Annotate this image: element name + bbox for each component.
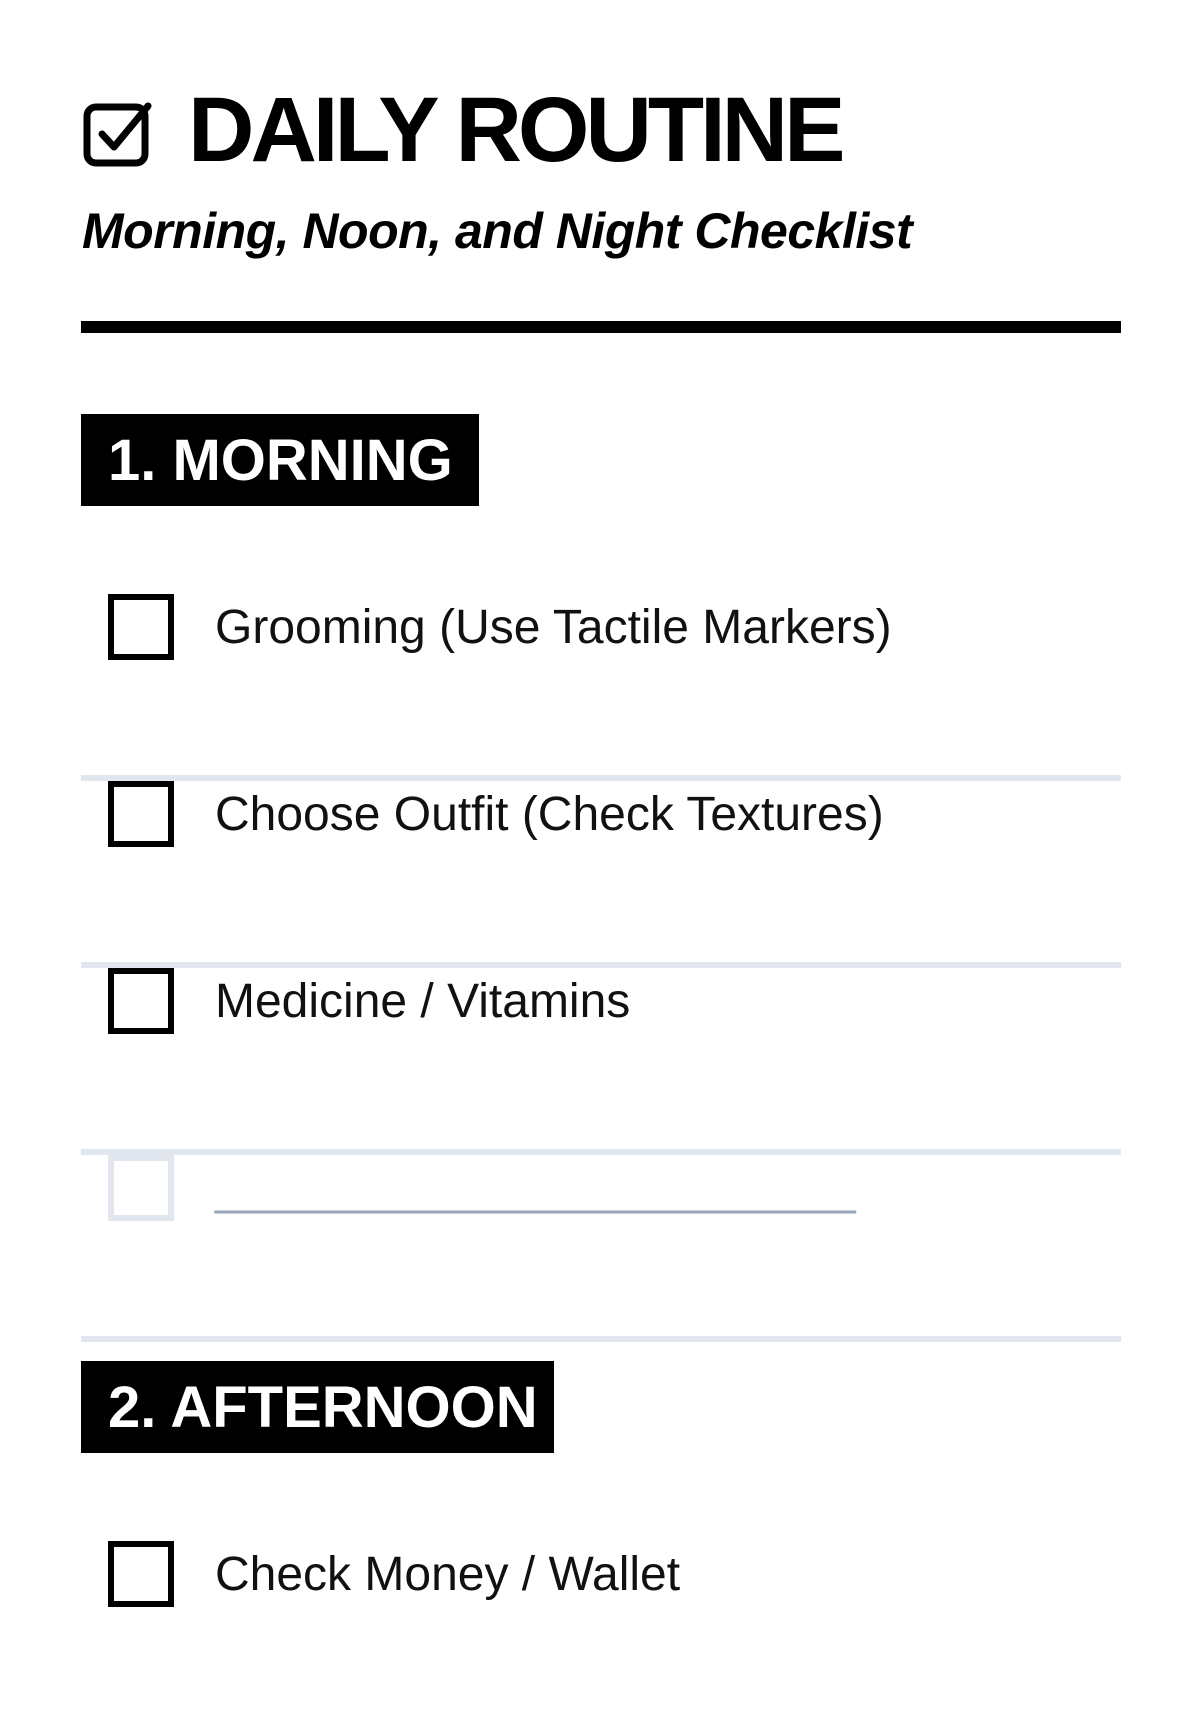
page-subtitle: Morning, Noon, and Night Checklist	[82, 203, 913, 259]
checklist-item[interactable]	[81, 781, 1121, 968]
title-row	[82, 79, 1122, 181]
page-title: DAILY ROUTINE	[188, 79, 842, 181]
checkbox-checked-icon	[82, 92, 158, 168]
section-heading-afternoon: 2. AFTERNOON	[81, 1361, 554, 1453]
checklist-item[interactable]	[81, 968, 1121, 1155]
checklist-item-label: Grooming (Use Tactile Markers)	[215, 600, 892, 654]
checkbox[interactable]	[108, 594, 174, 660]
header	[82, 79, 1122, 260]
checkbox[interactable]	[108, 781, 174, 847]
checkbox-empty[interactable]	[108, 1155, 174, 1221]
checklist-item[interactable]	[81, 1541, 1121, 1728]
checklist-item-blank[interactable]	[81, 1155, 1121, 1342]
checklist-item-label: Medicine / Vitamins	[215, 974, 631, 1028]
blank-write-in-line[interactable]: ________________________	[215, 1161, 856, 1215]
checkbox[interactable]	[108, 1541, 174, 1607]
row-divider	[81, 1336, 1121, 1342]
section-heading-morning: 1. MORNING	[81, 414, 479, 506]
checklist-item-label: Choose Outfit (Check Textures)	[215, 787, 884, 841]
checklist-item-label: Check Money / Wallet	[215, 1547, 681, 1601]
checkbox[interactable]	[108, 968, 174, 1034]
header-divider	[81, 321, 1121, 333]
checklist-item[interactable]	[81, 594, 1121, 781]
